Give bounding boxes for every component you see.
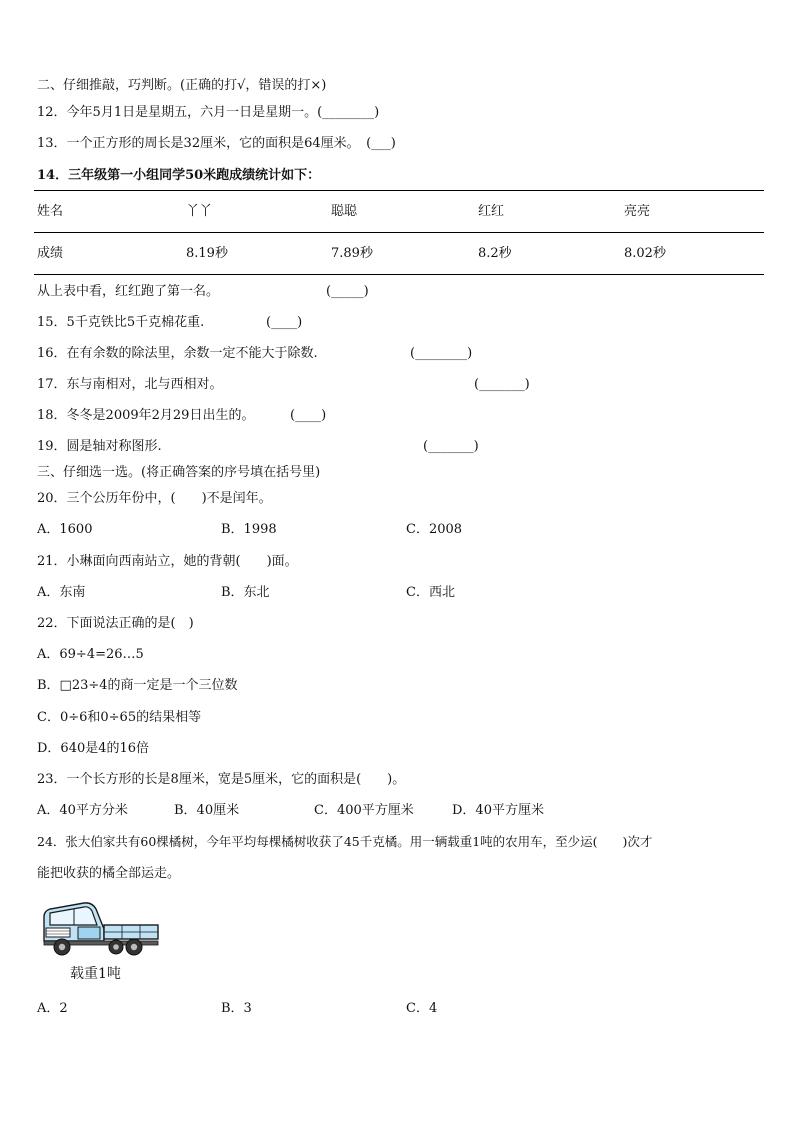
truck-caption: 载重1吨 bbox=[70, 966, 121, 982]
option-c[interactable]: C．400平方厘米 bbox=[314, 803, 414, 818]
question-17: 17．东与南相对，北与西相对。 bbox=[37, 377, 223, 392]
option-d[interactable]: D．40平方厘米 bbox=[452, 803, 544, 818]
question-19: 19．圆是轴对称图形. bbox=[37, 439, 162, 454]
question-13: 13．一个正方形的周长是32厘米，它的面积是64厘米。 (___) bbox=[37, 136, 396, 151]
answer-blank[interactable]: (____) bbox=[290, 408, 327, 423]
question-15: 15．5千克铁比5千克棉花重. bbox=[37, 315, 205, 330]
option-c[interactable]: C．西北 bbox=[406, 585, 455, 600]
table-header-cell: 丫丫 bbox=[186, 204, 213, 219]
table-bottom-rule bbox=[34, 274, 764, 275]
answer-blank[interactable]: (________) bbox=[410, 346, 473, 361]
question-24-line2: 能把收获的橘全部运走。 bbox=[37, 866, 181, 881]
section2-heading: 二、仔细推敲，巧判断。(正确的打√，错误的打×) bbox=[37, 78, 327, 93]
table-header-cell: 聪聪 bbox=[331, 204, 358, 219]
answer-blank[interactable]: (_______) bbox=[423, 439, 479, 454]
table-header-cell: 红红 bbox=[478, 204, 505, 219]
option-c[interactable]: C．4 bbox=[406, 1001, 438, 1016]
option-a[interactable]: A．40平方分米 bbox=[37, 803, 128, 818]
option-a[interactable]: A．2 bbox=[37, 1001, 68, 1016]
truck-icon bbox=[40, 895, 160, 957]
answer-blank[interactable]: (_____) bbox=[326, 284, 369, 299]
answer-blank[interactable]: (_______) bbox=[474, 377, 530, 392]
table-cell: 8.02秒 bbox=[624, 246, 666, 261]
option-b[interactable]: B．3 bbox=[221, 1001, 252, 1016]
answer-blank[interactable]: (____) bbox=[266, 315, 303, 330]
table-cell: 8.19秒 bbox=[186, 246, 228, 261]
question-14: 14．三年级第一小组同学50米跑成绩统计如下： bbox=[37, 168, 321, 183]
question-12: 12．今年5月1日是星期五，六月一日是星期一。(________) bbox=[37, 105, 380, 120]
option-d[interactable]: D．640是4的16倍 bbox=[37, 741, 150, 756]
table-cell: 8.2秒 bbox=[478, 246, 512, 261]
table-top-rule bbox=[34, 190, 764, 191]
table-header-cell: 姓名 bbox=[37, 204, 64, 219]
option-a[interactable]: A．东南 bbox=[37, 585, 86, 600]
option-a[interactable]: A．69÷4=26…5 bbox=[37, 647, 144, 662]
option-b[interactable]: B．1998 bbox=[221, 522, 277, 537]
question-24-line1: 24．张大伯家共有60棵橘树，今年平均每棵橘树收获了45千克橘。用一辆载重1吨的农用车，至少运( )次才 bbox=[37, 834, 653, 849]
question-21: 21．小琳面向西南站立，她的背朝( )面。 bbox=[37, 554, 298, 569]
option-c[interactable]: C．0÷6和0÷65的结果相等 bbox=[37, 710, 202, 725]
table-cell: 7.89秒 bbox=[331, 246, 373, 261]
question-20: 20．三个公历年份中，( )不是闰年。 bbox=[37, 491, 272, 506]
option-b[interactable]: B．东北 bbox=[221, 585, 270, 600]
table-header-cell: 亮亮 bbox=[624, 204, 651, 219]
question-18: 18．冬冬是2009年2月29日出生的。 bbox=[37, 408, 255, 423]
question-22: 22．下面说法正确的是( ) bbox=[37, 616, 194, 631]
option-b[interactable]: B．□23÷4的商一定是一个三位数 bbox=[37, 678, 238, 693]
table-cell: 成绩 bbox=[37, 246, 64, 261]
question-16: 16．在有余数的除法里，余数一定不能大于除数. bbox=[37, 346, 318, 361]
question-23: 23．一个长方形的长是8厘米，宽是5厘米，它的面积是( )。 bbox=[37, 772, 406, 787]
section3-heading: 三、仔细选一选。(将正确答案的序号填在括号里) bbox=[37, 465, 321, 480]
option-c[interactable]: C．2008 bbox=[406, 522, 463, 537]
table-middle-rule bbox=[34, 232, 764, 233]
option-b[interactable]: B．40厘米 bbox=[174, 803, 240, 818]
question-14-statement: 从上表中看，红红跑了第一名。 bbox=[37, 284, 220, 299]
option-a[interactable]: A．1600 bbox=[37, 522, 93, 537]
